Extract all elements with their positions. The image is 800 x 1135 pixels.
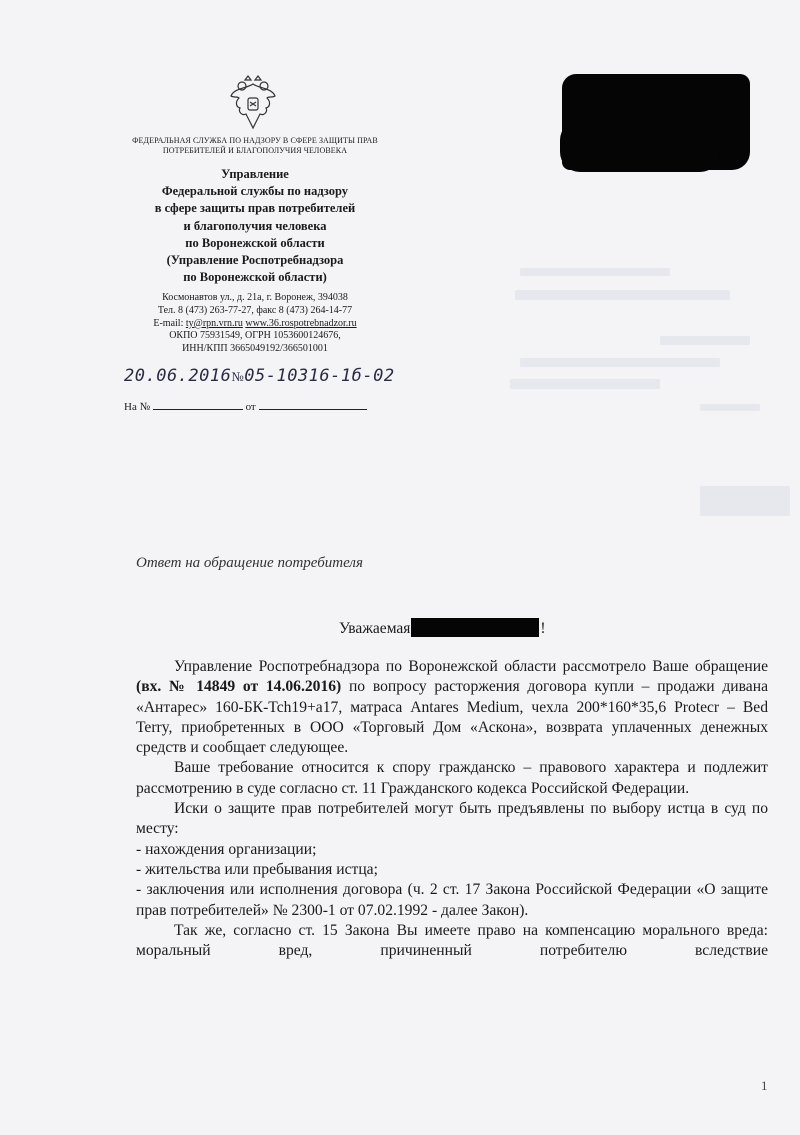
registration-date: 20.06.2016 — [124, 366, 232, 386]
agency-name-line-2: ПОТРЕБИТЕЛЕЙ И БЛАГОПОЛУЧИЯ ЧЕЛОВЕКА — [162, 145, 348, 155]
paragraph-2: Ваше требование относится к спору гражданско – правового характера и подлежит рассмотрению в суде согласно ст. 11 Гражданского кодекса Российской Федерации. — [136, 759, 768, 797]
scan-artifact — [510, 379, 660, 389]
reference-number-blank — [153, 399, 243, 410]
address: Космонавтов ул., д. 21а, г. Воронеж, 394038 — [162, 292, 348, 303]
department-line-1: Управление — [221, 167, 289, 181]
page-number: 1 — [761, 1078, 768, 1093]
phone-fax: Тел. 8 (473) 263-77-27, факс 8 (473) 264-14-77 — [157, 304, 353, 316]
paragraph-1-text-a: Управление Роспотребнадзора по Воронежской области рассмотрело Ваше обращение — [174, 658, 768, 675]
email-web-line — [100, 318, 410, 331]
department-line-5: по Воронежской области — [185, 235, 325, 250]
scan-artifact — [700, 404, 760, 411]
coat-of-arms-icon — [228, 74, 278, 130]
department-line-4: и благополучия человека — [183, 218, 327, 233]
department-line-2: Федеральной службы по надзору — [161, 184, 349, 199]
reference-date-blank — [259, 399, 367, 410]
list-item: - жительства или пребывания истца; — [136, 860, 378, 878]
okpo-ogrn: ОКПО 75931549, ОГРН 1053600124676, — [169, 330, 341, 342]
reference-number-label: На № — [124, 401, 151, 413]
registration-line — [124, 366, 395, 386]
scan-artifact — [520, 358, 720, 367]
scan-artifact — [660, 336, 750, 345]
reference-date-label: от — [245, 401, 256, 413]
contact-block — [100, 292, 410, 356]
redacted-name — [411, 618, 539, 637]
email-link[interactable]: ty@rpn.vrn.ru — [185, 317, 243, 329]
department-name — [100, 166, 410, 286]
department-line-6: (Управление Роспотребнадзора — [166, 253, 344, 268]
paragraph-1-text-b: по вопросу расторжения договора купли – продажи дивана «Антарес» 160-БК-Tch19+a17, матраса Antares Medium, чехла 200*160*35,6 Protecr – Bed Terry, приобретенных в ООО «Торговый Дом «Аскона», возврата уплаченных денежных средств и сообщает следующее. — [136, 678, 768, 757]
agency-name — [100, 136, 410, 155]
registration-number: 05-10316-1б-02 — [244, 366, 395, 386]
email-label: E-mail: — [153, 317, 184, 329]
redacted-recipient-block-tail — [560, 120, 720, 172]
list-item: - нахождения организации; — [136, 840, 317, 858]
scan-artifact — [700, 486, 790, 516]
paragraph-3: Иски о защите прав потребителей могут быть предъявлены по выбору истца в суд по месту: — [136, 800, 768, 838]
scan-artifact — [515, 290, 730, 300]
number-sign: № — [231, 369, 245, 384]
scan-artifact — [520, 268, 670, 276]
list-item: - заключения или исполнения договора (ч. 2 ст. 17 Закона Российской Федерации «О защите прав потребителей» № 2300-1 от 07.02.1992 - далее Закон). — [136, 881, 768, 919]
website-link[interactable]: www.36.rospotrebnadzor.ru — [245, 317, 357, 329]
incoming-reference: (вх. № 14849 от 14.06.2016) — [136, 678, 342, 696]
department-line-7: по Воронежской области) — [183, 270, 327, 285]
department-line-3: в сфере защиты прав потребителей — [154, 201, 356, 216]
agency-name-line-1: ФЕДЕРАЛЬНАЯ СЛУЖБА ПО НАДЗОРУ В СФЕРЕ ЗАЩИТЫ ПРАВ — [132, 136, 378, 145]
inn-kpp: ИНН/КПП 3665049192/366501001 — [182, 343, 328, 355]
reference-line — [124, 399, 367, 413]
letter-body — [136, 657, 768, 961]
paragraph-4: Так же, согласно ст. 15 Закона Вы имеете право на компенсацию морального вреда: моральный вред, причиненный потребителю вследствие — [136, 921, 768, 960]
salutation-prefix: Уважаемая — [339, 620, 411, 637]
salutation-suffix: ! — [540, 620, 546, 637]
subject-line: Ответ на обращение потребителя — [136, 555, 363, 571]
paragraph-1 — [136, 657, 768, 758]
salutation — [339, 618, 546, 638]
